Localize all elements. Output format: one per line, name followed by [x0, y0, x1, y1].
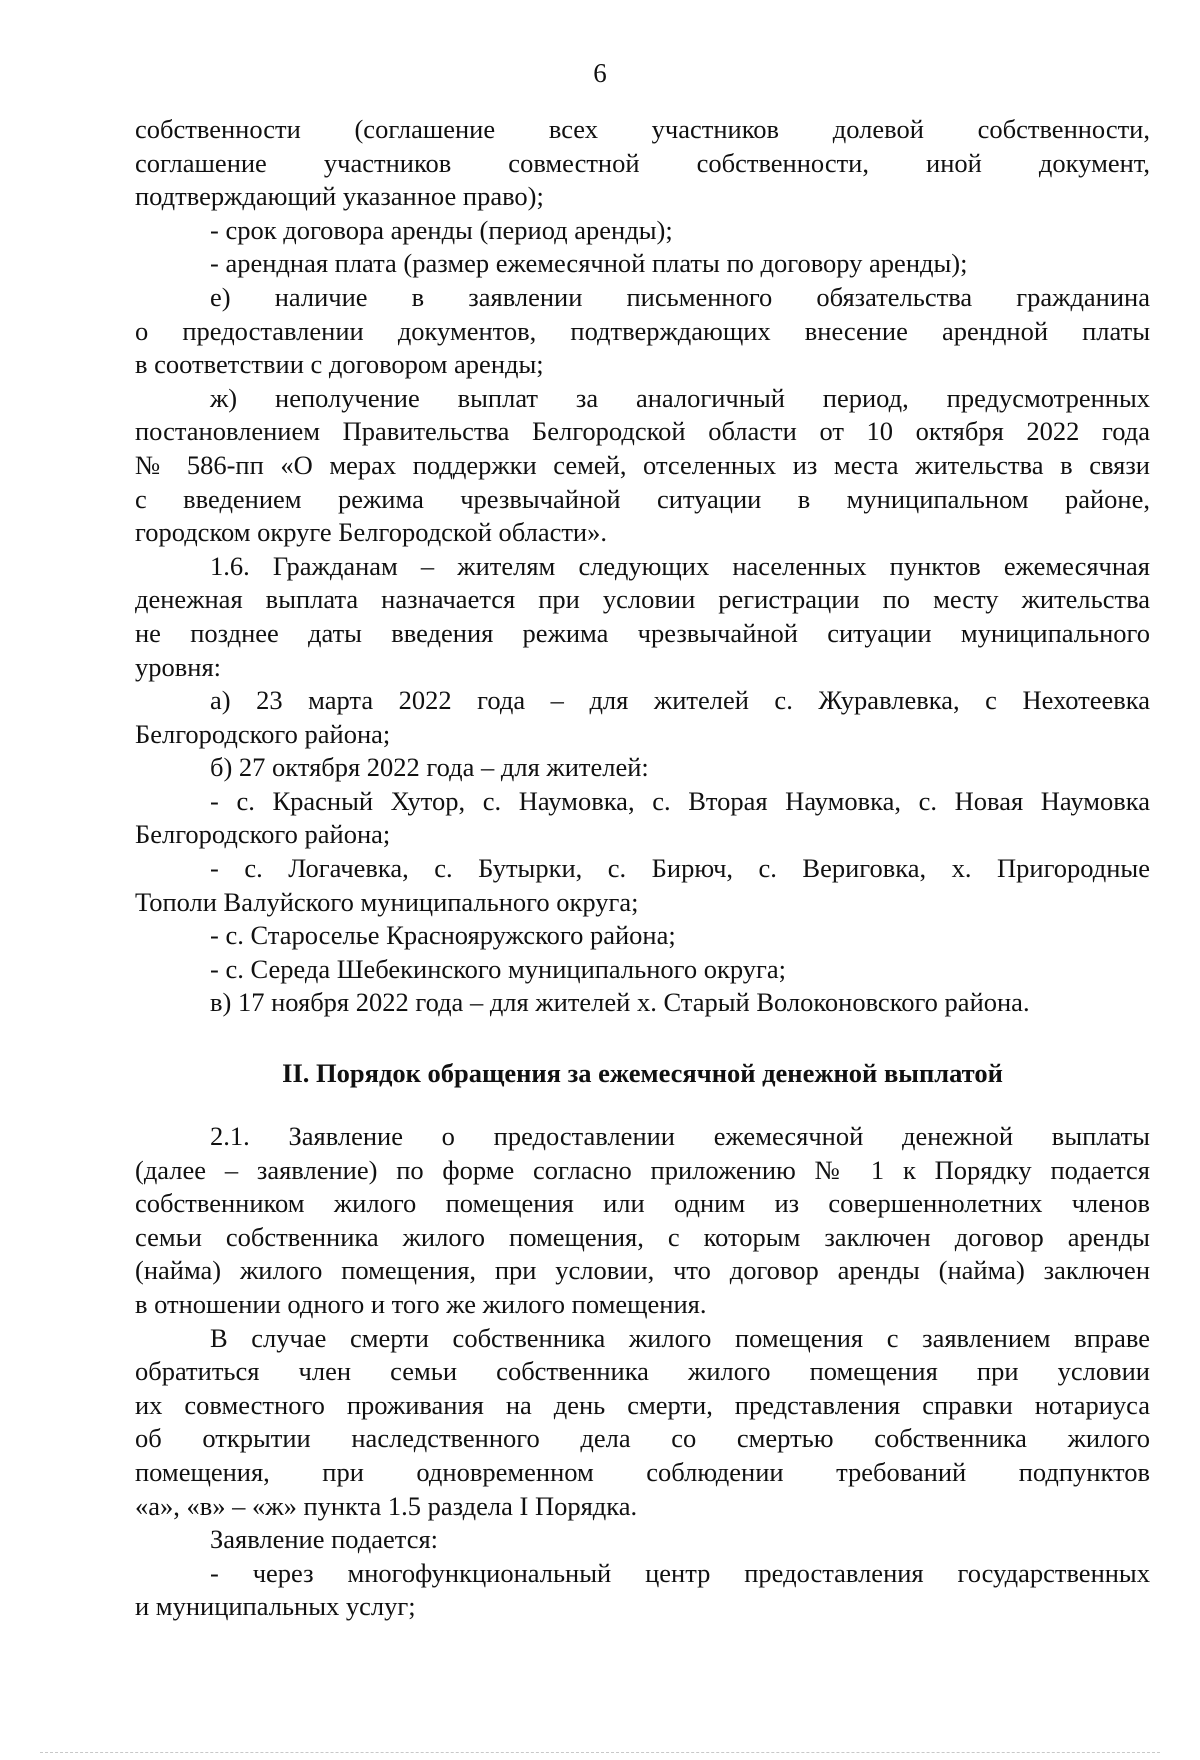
text-line: а) 23 марта 2022 года – для жителей с. Журавлевка, с Нехотеевка [210, 685, 1150, 716]
document-body [135, 113, 1150, 1624]
section-heading: II. Порядок обращения за ежемесячной денежной выплатой [282, 1058, 1003, 1089]
text-line: (найма) жилого помещения, при условии, что договор аренды (найма) заключен [135, 1255, 1150, 1286]
text-line: Белгородского района; [135, 819, 391, 850]
text-line: - с. Логачевка, с. Бутырки, с. Бирюч, с. Вериговка, х. Пригородные [210, 853, 1150, 884]
text-line: о предоставлении документов, подтверждающих внесение арендной платы [135, 315, 1150, 346]
text-line: - арендная плата (размер ежемесячной платы по договору аренды); [210, 248, 968, 279]
text-line: е) наличие в заявлении письменного обязательства гражданина [210, 281, 1150, 312]
text-line: 2.1. Заявление о предоставлении ежемесячной денежной выплаты [210, 1121, 1150, 1152]
text-line: в отношении одного и того же жилого помещения. [135, 1289, 707, 1319]
text-line: постановлением Правительства Белгородской области от 10 октября 2022 года [135, 416, 1150, 447]
text-line: в соответствии с договором аренды; [135, 349, 544, 380]
text-line: б) 27 октября 2022 года – для жителей: [210, 752, 649, 783]
section-ii-text [135, 1120, 1150, 1624]
text-line: Тополи Валуйского муниципального округа; [135, 886, 639, 917]
text-line: - через многофункциональный центр предоставления государственных [210, 1557, 1150, 1588]
text-line: № 586-пп «О мерах поддержки семей, отселенных из места жительства в связи [135, 449, 1150, 480]
text-line: «а», «в» – «ж» пункта 1.5 раздела I Порядка. [135, 1490, 638, 1521]
text-line: уровня: [135, 651, 221, 682]
scan-edge-line [40, 1752, 1160, 1754]
text-line: соглашение участников совместной собственности, иной документ, [135, 147, 1150, 178]
text-line: ж) неполучение выплат за аналогичный период, предусмотренных [210, 382, 1150, 413]
text-line: 1.6. Гражданам – жителям следующих населенных пунктов ежемесячная [210, 550, 1150, 581]
text-line: - с. Середа Шебекинского муниципального округа; [210, 953, 787, 984]
text-line: обратиться член семьи собственника жилого помещения при условии [135, 1356, 1150, 1387]
text-line: городском округе Белгородской области». [135, 517, 607, 548]
text-line: и муниципальных услуг; [135, 1591, 416, 1622]
text-line: собственности (соглашение всех участников долевой собственности, [135, 114, 1150, 144]
text-line: помещения, при одновременном соблюдении требований подпунктов [135, 1456, 1150, 1487]
text-line: (далее – заявление) по форме согласно приложению № 1 к Порядку подается [135, 1154, 1150, 1185]
page-number: 6 [593, 58, 607, 88]
text-line: их совместного проживания на день смерти, представления справки нотариуса [135, 1389, 1150, 1420]
text-line: Заявление подается: [210, 1524, 439, 1555]
text-line: собственником жилого помещения или одним из совершеннолетних членов [135, 1188, 1150, 1219]
section-i-continuation [135, 113, 1150, 1020]
text-line: об открытии наследственного дела со смертью собственника жилого [135, 1423, 1150, 1454]
text-line: с введением режима чрезвычайной ситуации в муниципальном районе, [135, 483, 1150, 514]
text-line: - с. Староселье Краснояружского района; [210, 920, 676, 951]
text-line: В случае смерти собственника жилого помещения с заявлением вправе [210, 1322, 1150, 1353]
text-line: семьи собственника жилого помещения, с которым заключен договор аренды [135, 1221, 1150, 1252]
text-line: - срок договора аренды (период аренды); [210, 214, 673, 245]
text-line: - с. Красный Хутор, с. Наумовка, с. Вторая Наумовка, с. Новая Наумовка [210, 785, 1150, 816]
text-line: Белгородского района; [135, 718, 391, 749]
text-line: не позднее даты введения режима чрезвычайной ситуации муниципального [135, 617, 1150, 648]
text-line: подтверждающий указанное право); [135, 181, 544, 212]
text-line: денежная выплата назначается при условии регистрации по месту жительства [135, 584, 1150, 615]
text-line: в) 17 ноября 2022 года – для жителей х. Старый Волоконовского района. [210, 987, 1030, 1018]
